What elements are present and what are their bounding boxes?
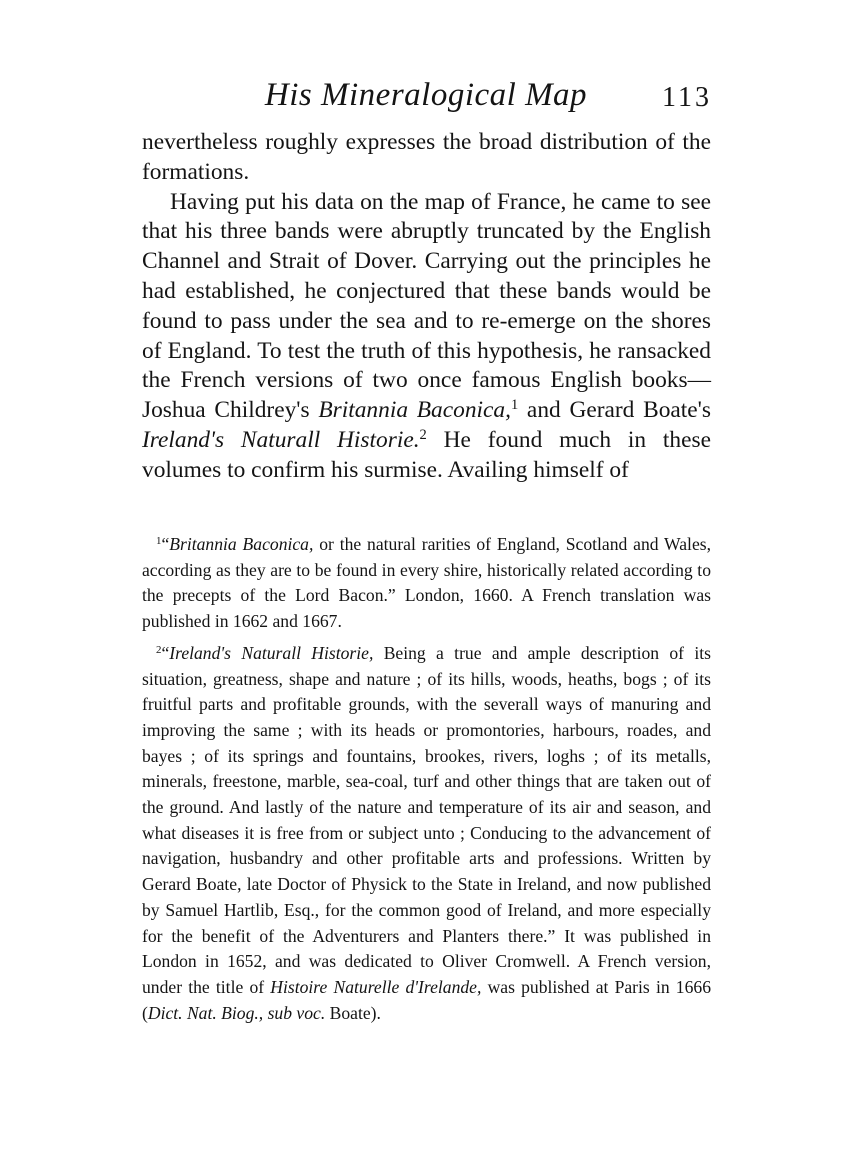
footnote-marker: 2 <box>156 643 162 656</box>
footnote-text: was published at Paris in 1666 ( <box>142 976 711 1023</box>
footnote-quote-mark: “ <box>161 642 170 663</box>
footnote-title: Britannia Baconica, <box>169 534 314 554</box>
paragraph-text: and Gerard Boate's <box>518 397 711 424</box>
footnote-1 <box>142 532 711 635</box>
page-number: 113 <box>662 82 712 113</box>
paragraph-text: He found much in these volumes to confirm his surmise. Availing himself of <box>142 426 711 483</box>
footnote-marker: 1 <box>156 535 162 547</box>
footnote-text: Being a true and ample description of its situation, greatness, shape and nature ; of its hills, woods, heaths, bogs ; of its fruitful parts and profitable grounds, with the severall ways of manuring and improving the same ; with its heads or promontories, harbours, roades, and bayes ; of its springs and fountains, brookes, rivers, loghs ; of its metalls, minerals, freestone, marble, sea-coal, turf and other things that are taken out of the ground. And lastly of the nature and temperature of its air and season, and what diseases it is free from or subject unto ; Conducing to the advancement of navigation, husbandry and other profitable arts and professions. Written by Gerard Boate, late Doctor of Physick to the State in Ireland, and now published by Samuel Hartlib, Esq., for the common good of Ireland, and more especially for the benefit of the Adventurers and Planters there.” It was published in London in 1652, and was dedicated to Oliver Cromwell. A French version, under the title of <box>142 642 711 997</box>
footnote-quote-mark: “ <box>161 534 170 554</box>
footnote-text: or the natural rarities of England, Scotland and Wales, according as they are to be found in every shire, historically related according to the precepts of the Lord Bacon.” London, 1660. A French translation was published in 1662 and 1667. <box>142 534 712 632</box>
footnote-2 <box>142 641 711 1027</box>
running-head: His Mineralogical Map <box>264 77 588 113</box>
book-title-britannia: Britannia Baconica, <box>318 397 511 424</box>
footnote-ref-1[interactable]: 1 <box>510 397 519 414</box>
footnote-ref-2[interactable]: 2 <box>419 427 427 443</box>
main-text <box>142 128 711 486</box>
paragraph-text: Having put his data on the map of France, he came to see that his three bands were abruptly truncated by the English Channel and Strait of Dover. Carrying out the principles he had established, he conjectured that these bands would be found to pass under the sea and to re-emerge on the shores of England. To test the truth of this hypothesis, he ransacked the French versions of two once famous English books—Joshua Childrey's <box>142 188 711 424</box>
book-title-ireland: Ireland's Naturall Historie. <box>142 426 420 453</box>
paragraph <box>142 188 711 486</box>
paragraph-continued: nevertheless roughly expresses the broad distribution of the formations. <box>142 129 711 185</box>
footnote-title: Ireland's Naturall Historie, <box>169 642 374 663</box>
french-title: Histoire Naturelle d'Irelande, <box>270 976 482 997</box>
footnote-text: Boate). <box>325 1002 381 1023</box>
page-header <box>140 70 712 120</box>
citation: Dict. Nat. Biog., sub voc. <box>147 1002 326 1023</box>
footnotes <box>142 532 711 1026</box>
